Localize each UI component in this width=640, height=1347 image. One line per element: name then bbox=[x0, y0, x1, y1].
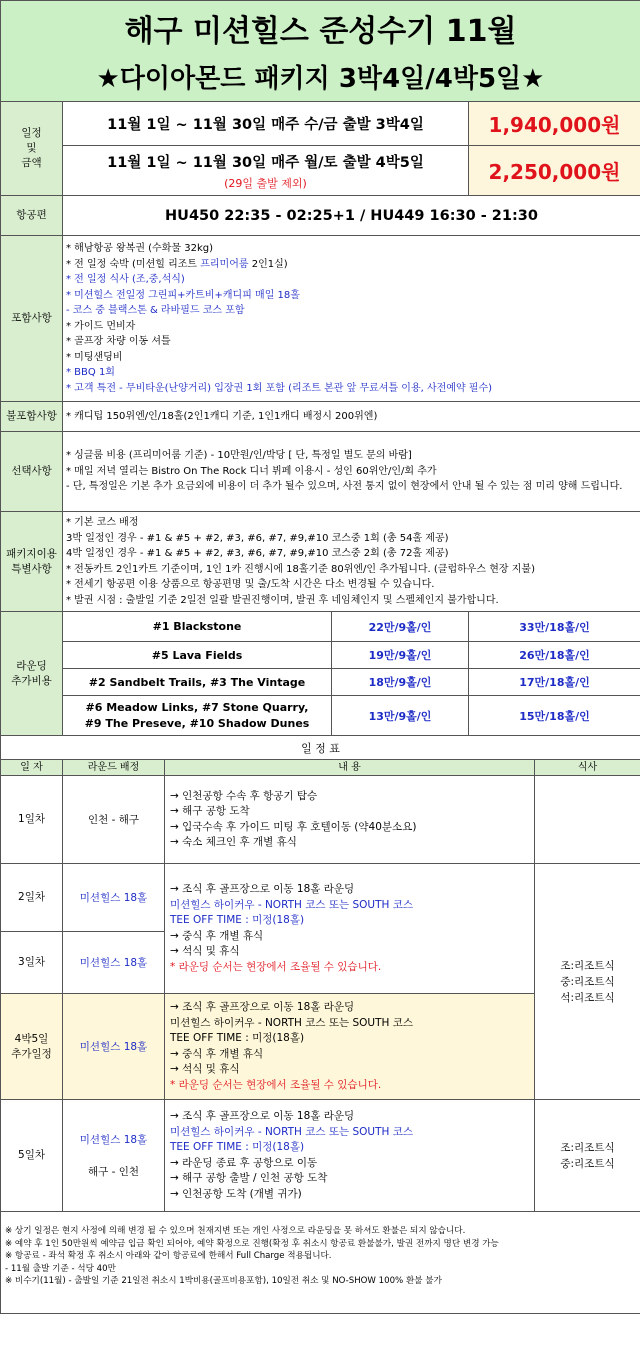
round-price-18: 15만/18홀/인 bbox=[469, 696, 640, 736]
schedule-header-date: 일 자 bbox=[1, 760, 63, 776]
included-item: * 고객 특전 - 무비타운(난양거리) 입장권 1회 포함 (리조트 본관 앞 무료셔틀 이용, 사전예약 필수) bbox=[66, 382, 493, 394]
schedule-line: → 해구 공항 출발 / 인천 공항 도착 bbox=[170, 1172, 328, 1184]
notes-item: * 전동카트 2인1카트 기준이며, 1인 1카 진행시에 18홀기준 80위엔/인 추가됩니다. (클럽하우스 현장 지불) bbox=[66, 563, 535, 575]
day3-label: 3일차 bbox=[1, 932, 63, 994]
schedule-line: TEE OFF TIME : 미정(18홀) bbox=[170, 1141, 305, 1153]
round-price-9: 13만/9홀/인 bbox=[332, 696, 469, 736]
notes-item: * 기본 코스 배정 bbox=[66, 517, 139, 528]
day5-content bbox=[165, 1100, 535, 1212]
day1-label: 1일차 bbox=[1, 776, 63, 864]
included-item: * 전 일정 숙박 (미션힐 리조트 프리미어룸 2인1실) bbox=[66, 258, 288, 270]
schedule-line: → 조식 후 골프장으로 이동 18홀 라운딩 bbox=[170, 1110, 355, 1122]
day3-round: 미션힐스 18홀 bbox=[63, 932, 165, 994]
schedule-line: → 석식 및 휴식 bbox=[170, 1063, 240, 1075]
day5-label: 5일차 bbox=[1, 1100, 63, 1212]
flight-text: HU450 22:35 - 02:25+1 / HU449 16:30 - 21:30 bbox=[63, 196, 640, 236]
round-price-18: 33만/18홀/인 bbox=[469, 612, 640, 642]
optional-list bbox=[63, 432, 640, 512]
included-item: * 미팅샌딩비 bbox=[66, 351, 123, 363]
included-label: 포함사항 bbox=[1, 236, 63, 402]
schedule-line: → 인천공항 수속 후 항공기 탑승 bbox=[170, 789, 318, 802]
day4-label: 4박5일 추가일정 bbox=[1, 994, 63, 1100]
notes-item: * 전세기 항공편 이용 상품으로 항공편명 및 출/도착 시간은 다소 변경될 수 있습니다. bbox=[66, 579, 435, 590]
schedule-line: → 숙소 체크인 후 개별 휴식 bbox=[170, 836, 297, 848]
day5-round-flight: 해구 - 인천 bbox=[87, 1165, 140, 1178]
notes-item: 4박 일정인 경우 - #1 & #5 + #2, #3, #6, #7, #9,#10 코스중 2회 (총 72홀 제공) bbox=[66, 548, 449, 559]
schedule-line: → 입국수속 후 가이드 미팅 후 호텔이동 (약40분소요) bbox=[170, 820, 417, 833]
schedule-line: 미션힐스 하이커우 - NORTH 코스 또는 SOUTH 코스 bbox=[170, 1016, 414, 1029]
day1-content bbox=[165, 776, 535, 864]
schedule-line: → 석식 및 휴식 bbox=[170, 945, 240, 957]
schedule-line: → 해구 공항 도착 bbox=[170, 805, 250, 817]
day4-round: 미션힐스 18홀 bbox=[63, 994, 165, 1100]
optional-item: * 매일 저녁 열리는 Bistro On The Rock 디너 뷔페 이용시 - 성인 60위안/인/회 추가 bbox=[66, 465, 437, 477]
schedule-title: 일 정 표 bbox=[1, 736, 640, 760]
pricing-row2-price: 2,250,000원 bbox=[469, 146, 640, 196]
rounds-label: 라운딩 추가비용 bbox=[1, 612, 63, 736]
included-item: * 골프장 차량 이동 셔틀 bbox=[66, 336, 171, 347]
pricing-row2 bbox=[63, 146, 469, 196]
schedule-line: TEE OFF TIME : 미정(18홀) bbox=[170, 1032, 305, 1044]
schedule-line: 미션힐스 하이커우 - NORTH 코스 또는 SOUTH 코스 bbox=[170, 898, 414, 911]
footer-notes bbox=[1, 1212, 640, 1314]
round-price-9: 22만/9홀/인 bbox=[332, 612, 469, 642]
schedule-line: * 라운딩 순서는 현장에서 조율될 수 있습니다. bbox=[170, 960, 382, 973]
round-price-9: 18만/9홀/인 bbox=[332, 669, 469, 696]
schedule-line: 미션힐스 하이커우 - NORTH 코스 또는 SOUTH 코스 bbox=[170, 1125, 414, 1138]
day2-label: 2일차 bbox=[1, 864, 63, 932]
day5-round bbox=[63, 1100, 165, 1212]
footer-note: ※ 예약 후 1인 50만원씩 예약금 입금 확인 되어야, 예약 확정으로 진행(확정 후 취소시 항공료 환불불가, 발권 전까지 명단 변경 가능 bbox=[5, 1238, 499, 1249]
page-subtitle: ★다이아몬드 패키지 3박4일/4박5일★ bbox=[96, 64, 545, 94]
round-course: #6 Meadow Links, #7 Stone Quarry, #9 The Preseve, #10 Shadow Dunes bbox=[63, 696, 332, 736]
excluded-label: 불포함사항 bbox=[1, 402, 63, 432]
title-block bbox=[1, 1, 640, 102]
flight-label: 항공편 bbox=[1, 196, 63, 236]
excluded-text: * 캐디팁 150위엔/인/18홀(2인1캐디 기준, 1인1캐디 배정시 200위엔) bbox=[63, 402, 640, 432]
pricing-label: 일정 및 금액 bbox=[1, 102, 63, 196]
round-price-18: 17만/18홀/인 bbox=[469, 669, 640, 696]
footer-note: ※ 상기 일정은 현지 사정에 의해 변경 될 수 있으며 천재지변 또는 개인 사정으로 라운딩을 못 하셔도 환불은 되지 않습니다. bbox=[5, 1226, 466, 1236]
footer-note: ※ 항공료 - 좌석 확정 후 취소시 아래와 같이 항공료에 한해서 Full Charge 적용됩니다. bbox=[5, 1251, 332, 1261]
schedule-line: → 조식 후 골프장으로 이동 18홀 라운딩 bbox=[170, 883, 355, 895]
included-list bbox=[63, 236, 640, 402]
day5-meal: 조:리조트식 중:리조트식 bbox=[535, 1100, 640, 1212]
included-item: * 가이드 먼비자 bbox=[66, 320, 136, 332]
included-item: * 해남항공 왕복권 (수화물 32kg) bbox=[66, 243, 213, 254]
optional-item: * 싱글룸 비용 (프리미어룸 기준) - 10만원/인/박당 [ 단, 특정일 별도 문의 바람] bbox=[66, 450, 412, 462]
notes-label: 패키지이용 특별사항 bbox=[1, 512, 63, 612]
schedule-header-round: 라운드 배정 bbox=[63, 760, 165, 776]
day23-content bbox=[165, 864, 535, 994]
day1-round: 인천 - 해구 bbox=[63, 776, 165, 864]
day4-content bbox=[165, 994, 535, 1100]
pricing-row1-text: 11월 1일 ~ 11월 30일 매주 수/금 출발 3박4일 bbox=[63, 102, 469, 146]
day2-round: 미션힐스 18홀 bbox=[63, 864, 165, 932]
schedule-header-content: 내 용 bbox=[165, 760, 535, 776]
round-course: #5 Lava Fields bbox=[63, 642, 332, 669]
schedule-line: → 중식 후 개별 휴식 bbox=[170, 1047, 264, 1060]
notes-list bbox=[63, 512, 640, 612]
notes-item: * 발권 시점 : 출발일 기준 2일전 일괄 발권진행이며, 발권 후 네임체인지 및 스펠체인지 불가합니다. bbox=[66, 594, 499, 606]
footer-note: - 11월 출발 기준 - 석당 40만 bbox=[5, 1263, 116, 1274]
schedule-line: → 라운딩 종료 후 공항으로 이동 bbox=[170, 1156, 318, 1169]
round-price-18: 26만/18홀/인 bbox=[469, 642, 640, 669]
schedule-line: → 중식 후 개별 휴식 bbox=[170, 929, 264, 942]
round-course: #1 Blackstone bbox=[63, 612, 332, 642]
meal-mid: 조:리조트식 중:리조트식 석:리조트식 bbox=[535, 864, 640, 1100]
day5-round-golf: 미션힐스 18홀 bbox=[79, 1133, 148, 1146]
page-title: 해구 미션힐스 준성수기 11월 bbox=[124, 14, 517, 49]
optional-label: 선택사항 bbox=[1, 432, 63, 512]
schedule-line: TEE OFF TIME : 미정(18홀) bbox=[170, 914, 305, 926]
round-price-9: 19만/9홀/인 bbox=[332, 642, 469, 669]
round-course: #2 Sandbelt Trails, #3 The Vintage bbox=[63, 669, 332, 696]
pricing-row2-text: 11월 1일 ~ 11월 30일 매주 월/토 출발 4박5일 bbox=[107, 154, 424, 171]
pricing-row1-price: 1,940,000원 bbox=[469, 102, 640, 146]
included-item: - 코스 중 블랙스톤 & 라바필드 코스 포함 bbox=[66, 305, 245, 316]
pricing-row2-note: (29일 출발 제외) bbox=[224, 176, 307, 190]
included-item: * 미션힐스 전일정 그린피+카트비+캐디피 매일 18홀 bbox=[66, 289, 300, 301]
schedule-line: * 라운딩 순서는 현장에서 조율될 수 있습니다. bbox=[170, 1078, 382, 1091]
included-item: * BBQ 1회 bbox=[66, 367, 115, 378]
optional-item: - 단, 특정일은 기본 추가 요금외에 비용이 더 추가 될수 있으며, 사전 통지 없이 현장에서 안내 될 수 있는 점 미리 양해 드립니다. bbox=[66, 481, 623, 493]
day1-meal bbox=[535, 776, 640, 864]
footer-note: ※ 비수기(11월) - 출발일 기준 21일전 취소시 1박비용(골프비용포함), 10일전 취소 및 NO-SHOW 100% 환불 불가 bbox=[5, 1276, 442, 1286]
schedule-line: → 인천공항 도착 (개별 귀가) bbox=[170, 1187, 302, 1200]
schedule-header-meal: 식사 bbox=[535, 760, 640, 776]
notes-item: 3박 일정인 경우 - #1 & #5 + #2, #3, #6, #7, #9,#10 코스중 1회 (총 54홀 제공) bbox=[66, 532, 449, 544]
included-item: * 전 일정 식사 (조,중,석식) bbox=[66, 274, 185, 285]
schedule-line: → 조식 후 골프장으로 이동 18홀 라운딩 bbox=[170, 1001, 355, 1013]
